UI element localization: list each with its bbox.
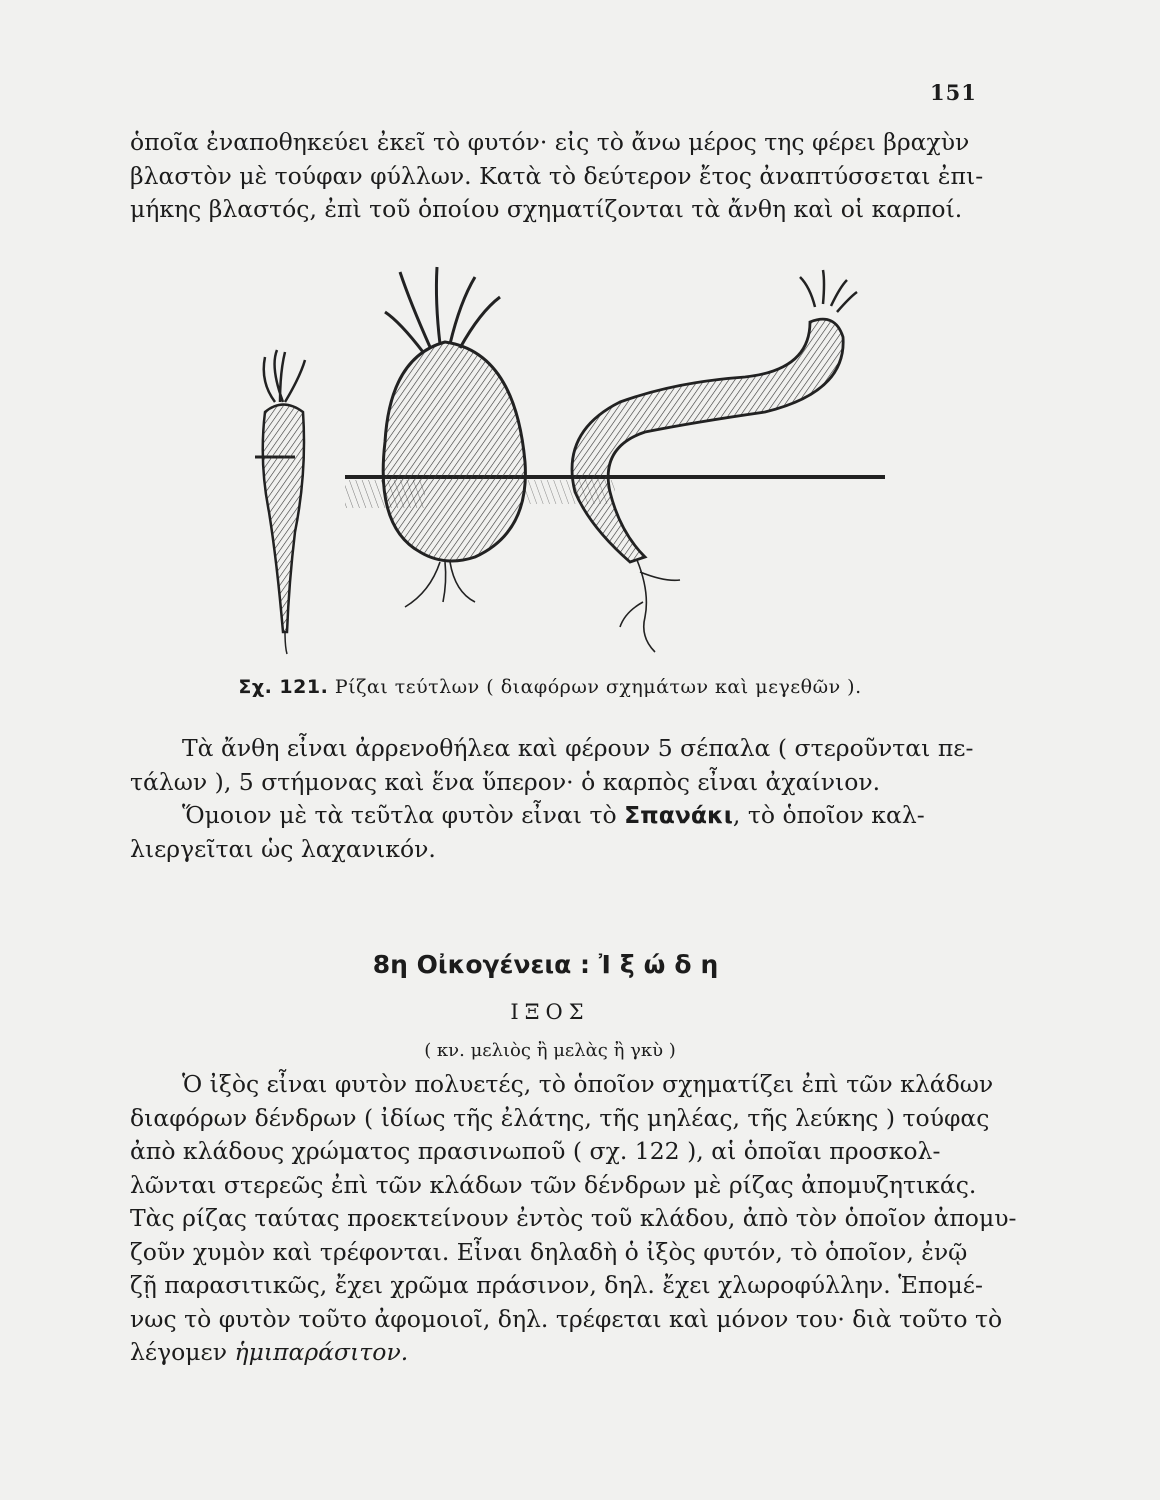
figure-caption-text: Ρίζαι τεύτλων ( διαφόρων σχημάτων καὶ μεγεθῶν ).	[334, 676, 862, 698]
text-line: νως τὸ φυτὸν τοῦτο ἀφομοιοῖ, δηλ. τρέφεται καὶ μόνον του· διὰ τοῦτο τὸ	[130, 1304, 1003, 1333]
long-beet-root-icon	[572, 270, 857, 652]
last-line-pre: λέγομεν	[130, 1338, 227, 1366]
family-number: 8η Οἰκογένεια :	[372, 950, 591, 979]
text-line: λιεργεῖται ὡς λαχανικόν.	[130, 834, 436, 863]
text-line: Ὁ ἰξὸς εἶναι φυτὸν πολυετές, τὸ ὁποῖον σχηματίζει ἐπὶ τῶν κλάδων	[182, 1070, 994, 1098]
spinach-term: Σπανάκι	[624, 801, 733, 829]
text-line: ζῇ παρασιτικῶς, ἔχει χρῶμα πράσινον, δηλ. ἔχει χλωροφύλλην. Ἑπομέ-	[130, 1271, 983, 1299]
family-heading	[130, 950, 970, 979]
small-beet-root-icon	[263, 350, 305, 654]
spinach-text-post: , τὸ ὁποῖον καλ-	[732, 801, 925, 829]
text-line: λῶνται στερεῶς ἐπὶ τῶν κλάδων τῶν δένδρων μὲ ρίζας ἀπομυζητικάς.	[130, 1170, 977, 1199]
text-line: Τὰ ἄνθη εἶναι ἀρρενοθήλεα καὶ φέρουν 5 σέπαλα ( στεροῦνται πε-	[182, 734, 974, 762]
text-line: τάλων ), 5 στήμονας καὶ ἕνα ὕπερον· ὁ καρπὸς εἶναι ἀχαίνιον.	[130, 767, 881, 796]
spinach-line	[130, 799, 970, 833]
text-line: ζοῦν χυμὸν καὶ τρέφονται. Εἶναι δηλαδὴ ὁ ἰξὸς φυτόν, τὸ ὁποῖον, ἐνῷ	[130, 1237, 968, 1266]
hemiparasite-term: ἡμιπαράσιτον.	[234, 1338, 409, 1366]
page-number: 151	[930, 80, 977, 105]
last-line	[130, 1336, 970, 1370]
text-line: βλαστὸν μὲ τούφαν φύλλων. Κατὰ τὸ δεύτερον ἔτος ἀναπτύσσεται ἐπι-	[130, 161, 984, 190]
common-names: ( κν. μελιὸς ἢ μελὰς ἢ γκὺ )	[424, 1040, 676, 1061]
figure-caption	[130, 676, 970, 698]
round-beet-root-icon	[383, 267, 525, 607]
flowers-paragraph	[130, 732, 974, 866]
text-line: ἀπὸ κλάδους χρώματος πρασινωποῦ ( σχ. 122 ), αἱ ὁποῖαι προσκολ-	[130, 1137, 941, 1165]
text-line: Τὰς ρίζας ταύτας προεκτείνουν ἐντὸς τοῦ κλάδου, ἀπὸ τὸν ὁποῖον ἀπομυ-	[130, 1204, 1017, 1232]
text-line: μήκης βλαστός, ἐπὶ τοῦ ὁποίου σχηματίζονται τὰ ἄνθη καὶ οἱ καρποί.	[130, 195, 963, 223]
mistletoe-description	[130, 1068, 1017, 1370]
beet-roots-figure	[225, 262, 885, 657]
intro-paragraph	[130, 126, 984, 227]
genus-heading: ΙΞΟΣ	[510, 1000, 590, 1024]
text-line: διαφόρων δένδρων ( ἰδίως τῆς ἐλάτης, τῆς μηλέας, τῆς λεύκης ) τούφας	[130, 1103, 990, 1132]
text-line: ὁποῖα ἐναποθηκεύει ἐκεῖ τὸ φυτόν· εἰς τὸ ἄνω μέρος της φέρει βραχὺν	[130, 128, 970, 156]
spinach-text-pre: Ὅμοιον μὲ τὰ τεῦτλα φυτὸν εἶναι τὸ	[182, 801, 617, 829]
figure-caption-label: Σχ. 121.	[238, 676, 329, 698]
beet-roots-illustration	[225, 262, 885, 657]
family-name: Ἰξώδη	[598, 950, 728, 979]
